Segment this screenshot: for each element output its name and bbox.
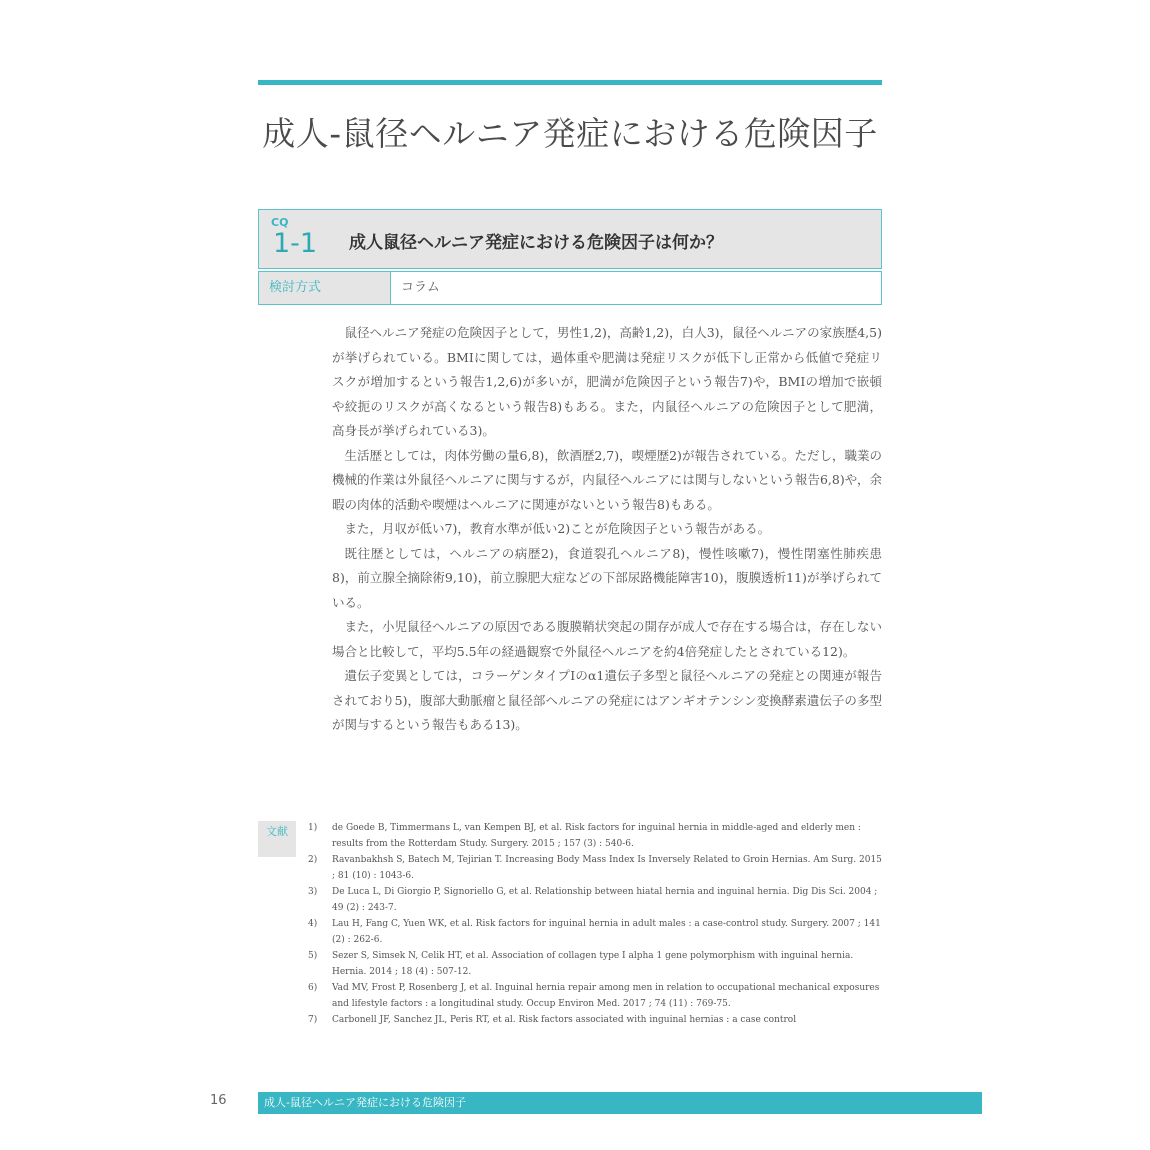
reference-number: 1) (308, 823, 318, 833)
reference-number: 4) (308, 919, 318, 929)
method-value: コラム (401, 280, 440, 295)
reference-item (308, 820, 882, 852)
body-paragraph: 生活歴としては，肉体労働の量6,8)，飲酒歴2,7)，喫煙歴2)が報告されている。ただし，職業の機械的作業は外鼠径ヘルニアに関与するが，内鼠径ヘルニアには関与しないという報告6,8)や，余暇の肉体的活動や喫煙はヘルニアに関連がないという報告8)もある。 (332, 447, 882, 512)
reference-item (308, 980, 882, 1012)
reference-text: Vad MV, Frost P, Rosenberg J, et al. Inguinal hernia repair among men in relation to occupational mechanical exposures and lifestyle factors : a longitudinal study. Occup Environ Med. 2017 ; 74 (11) : 769-75. (332, 983, 880, 1009)
page-footer (210, 1092, 982, 1114)
reference-item (308, 884, 882, 916)
reference-text: Lau H, Fang C, Yuen WK, et al. Risk factors for inguinal hernia in adult males : a case-control study. Surgery. 2007 ; 141 (2) : 262-6. (332, 919, 881, 945)
chapter-title: 成人-鼠径ヘルニア発症における危険因子 (262, 114, 878, 153)
cq-header-box (258, 209, 882, 269)
reference-text: De Luca L, Di Giorgio P, Signoriello G, et al. Relationship between hiatal hernia and inguinal hernia. Dig Dis Sci. 2004 ; 49 (2) : 243-7. (332, 887, 878, 913)
cq-tag: CQ (271, 216, 289, 229)
reference-text: Sezer S, Simsek N, Celik HT, et al. Association of collagen type I alpha 1 gene polymorphism with inguinal hernia. Hernia. 2014 ; 18 (4) : 507-12. (332, 951, 854, 977)
page-number: 16 (210, 1093, 227, 1108)
method-label: 検討方式 (259, 272, 391, 304)
reference-list (308, 820, 882, 1028)
body-paragraph: また，月収が低い7)，教育水準が低い2)ことが危険因子という報告がある。 (344, 521, 771, 536)
body-paragraph: 鼠径ヘルニア発症の危険因子として，男性1,2)，高齢1,2)，白人3)，鼠径ヘルニアの家族歴4,5)が挙げられている。BMIに関しては，過体重や肥満は発症リスクが低下し正常から低値で発症リスクが増加するという報告1,2,6)が多いが，肥満が危険因子という報告7)や，BMIの増加で嵌頓や絞扼のリスクが高くなるという報告8)もある。また，内鼠径ヘルニアの危険因子として肥満，高身長が挙げられている3)。 (332, 325, 882, 438)
body-paragraph: 遺伝子変異としては，コラーゲンタイプⅠのα1遺伝子多型と鼠径ヘルニアの発症との関連が報告されており5)，腹部大動脈瘤と鼠径部ヘルニアの発症にはアンギオテンシン変換酵素遺伝子の多型が関与するという報告もある13)。 (332, 668, 882, 732)
reference-number: 6) (308, 983, 318, 993)
body-paragraph: また，小児鼠径ヘルニアの原因である腹膜鞘状突起の開存が成人で存在する場合は，存在しない場合と比較して，平均5.5年の経過観察で外鼠径ヘルニアを約4倍発症したとされている12)。 (332, 619, 883, 659)
references-tag: 文献 (258, 821, 296, 857)
body-text (332, 321, 882, 738)
reference-item (308, 916, 882, 948)
reference-number: 5) (308, 951, 318, 961)
reference-number: 2) (308, 855, 318, 865)
top-accent-rule (258, 80, 882, 85)
reference-item (308, 1012, 882, 1028)
body-paragraph: 既往歴としては，ヘルニアの病歴2)，食道裂孔ヘルニア8)，慢性咳嗽7)，慢性閉塞性肺疾患8)，前立腺全摘除術9,10)，前立腺肥大症などの下部尿路機能障害10)，腹膜透析11)が挙げられている。 (332, 545, 882, 610)
reference-text: Ravanbakhsh S, Batech M, Tejirian T. Increasing Body Mass Index Is Inversely Related to Groin Hernias. Am Surg. 2015 ; 81 (10) : 1043-6. (332, 855, 882, 881)
reference-item (308, 948, 882, 980)
running-title-bar: 成人-鼠径ヘルニア発症における危険因子 (258, 1092, 982, 1114)
reference-text: de Goede B, Timmermans L, van Kempen BJ, et al. Risk factors for inguinal hernia in middle-aged and elderly men : results from the Rotterdam Study. Surgery. 2015 ; 157 (3) : 540-6. (332, 823, 861, 849)
reference-item (308, 852, 882, 884)
cq-number: 1-1 (273, 228, 318, 259)
reference-text: Carbonell JF, Sanchez JL, Peris RT, et al. Risk factors associated with inguinal hernias : a case control (332, 1015, 797, 1025)
reference-number: 3) (308, 887, 318, 897)
reference-number: 7) (308, 1015, 318, 1025)
method-row (258, 271, 882, 305)
cq-question: 成人鼠径ヘルニア発症における危険因子は何か？ (349, 233, 723, 253)
